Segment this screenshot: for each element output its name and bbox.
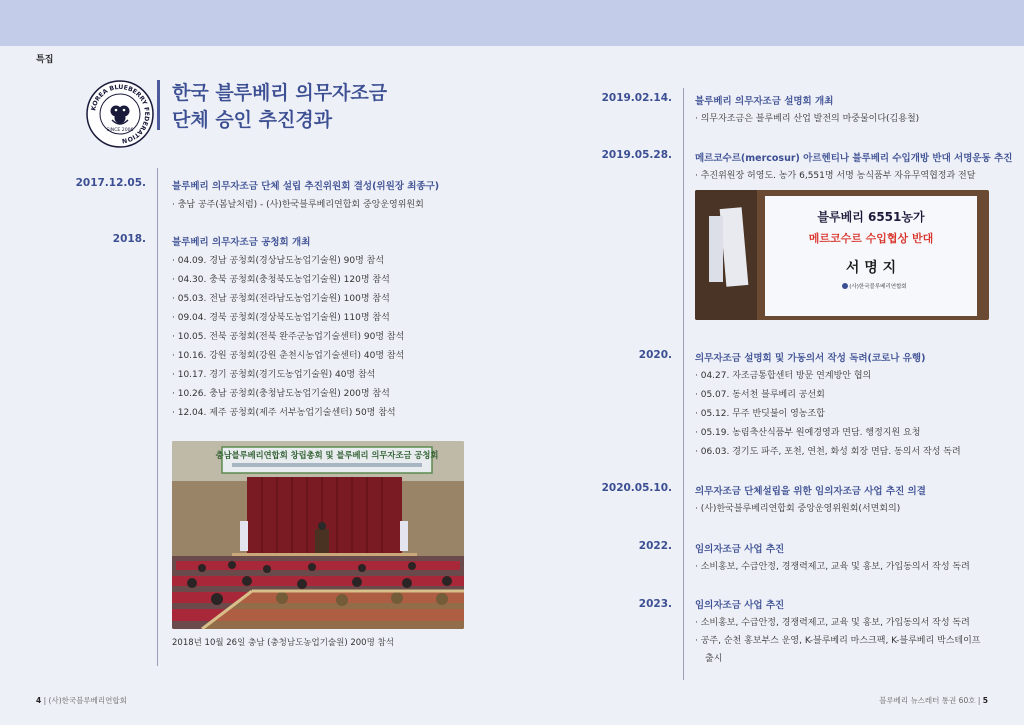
- footer-org: (사)한국블루베리연합회: [48, 696, 127, 705]
- timeline-event-title: 의무자조금 설명회 및 가동의서 작성 독려(코로나 유행): [695, 353, 926, 364]
- timeline-date: 2018.: [112, 233, 146, 245]
- footer-left: [36, 695, 127, 706]
- svg-text:SINCE 2006: SINCE 2006: [106, 128, 134, 133]
- page-number: 4: [36, 696, 42, 705]
- timeline-item: · 05.03. 전남 공청회(전라남도농업기술원) 100명 참석: [172, 294, 390, 304]
- top-banner: [0, 0, 1024, 46]
- timeline-date: 2022.: [638, 540, 672, 552]
- timeline-date: 2020.: [638, 349, 672, 361]
- photo-caption: 2018년 10월 26일 충남 (충청남도농업기술원) 200명 참석: [172, 638, 394, 648]
- timeline-item: · 04.09. 경남 공청회(경상남도농업기술원) 90명 참석: [172, 256, 385, 266]
- svg-text:KOREA BLUEBERRY FEDERATION: KOREA BLUEBERRY FEDERATION: [90, 83, 151, 145]
- timeline-item: · 소비홍보, 수급안정, 경쟁력제고, 교육 및 홍보, 가입동의서 작성 독려: [695, 562, 970, 572]
- timeline-item: · 05.07. 동서천 블루베리 공선회: [695, 390, 825, 400]
- timeline-item: · 의무자조금은 블루베리 산업 발전의 마중물이다(김용철): [695, 114, 920, 124]
- auditorium-photo: [172, 441, 464, 629]
- timeline-date: 2020.05.10.: [601, 482, 672, 494]
- footer-publication: 블루베리 뉴스레터 통권 60호: [879, 696, 976, 705]
- page-number: 5: [982, 696, 988, 705]
- petition-photo: [695, 190, 989, 320]
- timeline-item: · 추진위원장 허영도. 농가 6,551명 서명 농식품부 자유무역협정과 전달: [695, 171, 976, 181]
- timeline-item: · 04.27. 자조금통합센터 방문 연계방안 협의: [695, 371, 872, 381]
- svg-text:서 명 지: 서 명 지: [845, 260, 897, 276]
- svg-text:(사)한국블루베리연합회: (사)한국블루베리연합회: [849, 284, 907, 290]
- svg-text:블루베리 6551농가: 블루베리 6551농가: [817, 210, 925, 224]
- timeline-date: 2019.05.28.: [601, 149, 672, 161]
- timeline-item: · 06.03. 경기도 파주, 포천, 연천, 화성 회장 면담. 동의서 작성 독려: [695, 447, 961, 457]
- timeline-item: · 04.30. 충북 공청회(충청북도농업기술원) 120명 참석: [172, 275, 390, 285]
- timeline-event-title: 블루베리 의무자조금 공청회 개최: [172, 237, 311, 248]
- timeline-item: · 10.26. 충남 공청회(충청남도농업기술원) 200명 참석: [172, 389, 390, 399]
- left-timeline-line: [157, 168, 158, 666]
- timeline-item: 출시: [705, 654, 723, 664]
- title-accent-bar: [157, 80, 160, 130]
- timeline-event-title: 임의자조금 사업 추진: [695, 544, 785, 555]
- section-tag: 특집: [36, 55, 54, 65]
- federation-logo: [86, 80, 154, 148]
- timeline-item: · 충남 공주(봄날처럼) - (사)한국블루베리연합회 중앙운영위원회: [172, 200, 424, 210]
- right-timeline-line: [683, 88, 684, 680]
- timeline-item: · 10.16. 강원 공청회(강원 춘천시농업기술센터) 40명 참석: [172, 351, 405, 361]
- timeline-event-title: 의무자조금 단체설립을 위한 임의자조금 사업 추진 의결: [695, 486, 926, 497]
- timeline-event-title: 블루베리 의무자조금 설명회 개최: [695, 96, 834, 107]
- timeline-date: 2019.02.14.: [601, 92, 672, 104]
- footer-right: [879, 695, 988, 706]
- timeline-event-title: 임의자조금 사업 추진: [695, 600, 785, 611]
- timeline-item: · 12.04. 제주 공청회(제주 서부농업기술센터) 50명 참석: [172, 408, 396, 418]
- timeline-item: · (사)한국블루베리연합회 중앙운영위원회(서면회의): [695, 504, 901, 514]
- timeline-event-title: 블루베리 의무자조금 단체 설립 추진위원회 결성(위원장 최종구): [172, 181, 440, 192]
- timeline-item: · 09.04. 경북 공청회(경상북도농업기술원) 110명 참석: [172, 313, 390, 323]
- footer-divider: |: [43, 696, 49, 705]
- timeline-date: 2023.: [638, 598, 672, 610]
- timeline-item: · 05.19. 농림축산식품부 원예경영과 면담. 행정지원 요청: [695, 428, 921, 438]
- timeline-item: · 10.05. 전북 공청회(전북 완주군농업기술센터) 90명 참석: [172, 332, 405, 342]
- timeline-item: · 소비홍보, 수급안정, 경쟁력제고, 교육 및 홍보, 가입동의서 작성 독려: [695, 618, 970, 628]
- timeline-date: 2017.12.05.: [75, 177, 146, 189]
- timeline-event-title: 메르코수르(mercosur) 아르헨티나 블루베리 수입개방 반대 서명운동 추진: [695, 153, 1013, 164]
- svg-text:충남블루베리연합회 창립총회 및 블루베리 의무자조금 공청: 충남블루베리연합회 창립총회 및 블루베리 의무자조금 공청회: [215, 450, 439, 460]
- svg-text:메르코수르 수입협상 반대: 메르코수르 수입협상 반대: [808, 232, 934, 245]
- timeline-item: · 공주, 순천 홍보부스 운영, K-블루베리 마스크팩, K-블루베리 박스테이프: [695, 636, 981, 646]
- timeline-item: · 10.17. 경기 공청회(경기도농업기술원) 40명 참석: [172, 370, 376, 380]
- timeline-item: · 05.12. 무주 반딧불이 영농조합: [695, 409, 825, 419]
- footer-divider: |: [977, 696, 983, 705]
- page-title: 한국 블루베리 의무자조금 단체 승인 추진경과: [172, 82, 388, 131]
